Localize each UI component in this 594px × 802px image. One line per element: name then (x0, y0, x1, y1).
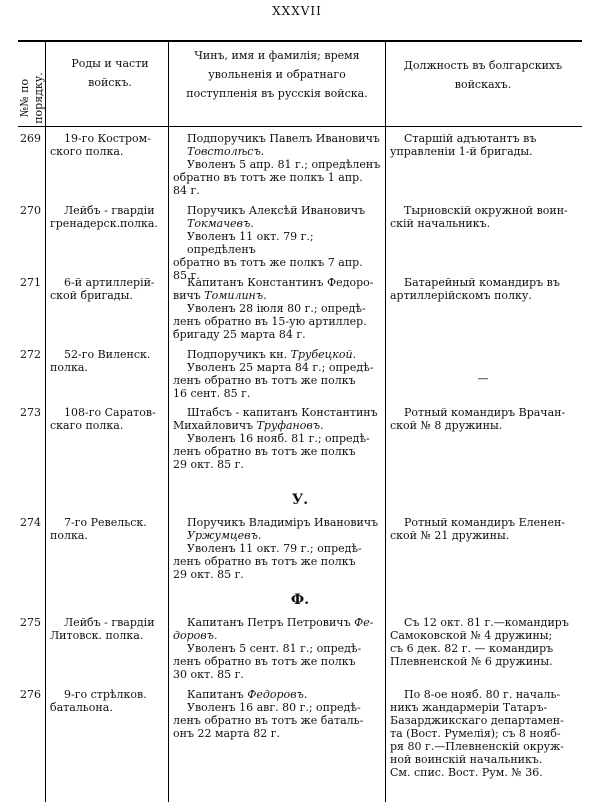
row-number: 274 (20, 516, 41, 529)
header-post: Должность въ болгарскихъ войскахъ. (403, 59, 563, 91)
row-name: Поручикъ Владиміръ Ивановичъ Уржумцевъ. Уволенъ 11 окт. 79 г.; опредѣ- ленъ обратно въ тотъ же полкъ 29 окт. 85 г. (173, 516, 379, 581)
officers-table (18, 40, 582, 802)
row-post: — (477, 372, 489, 385)
row-name: Капитанъ Петръ Петровичъ Фе- доровъ. Уволенъ 5 сент. 81 г.; опредѣ- ленъ обратно въ тотъ же полкъ 30 окт. 85 г. (173, 616, 374, 681)
row-unit: 7-го Ревельск. полка. (50, 516, 147, 542)
row-name: Подпоручикъ кн. Трубецкой. Уволенъ 25 марта 84 г.; опредѣ- ленъ обратно въ тотъ же полкъ 16 сент. 85 г. (173, 348, 374, 400)
row-number: 273 (20, 406, 41, 419)
row-unit: 6-й артиллерій- ской бригады. (50, 276, 155, 302)
row-post: По 8-ое нояб. 80 г. началь- никъ жандармеріи Татаръ- Базарджикскаго департамен- та (Вост. Румелія); съ 8 нояб- ря 80 г.—Плевненскій окруж- ной воинскій начальникъ. См. спис. Вост. Рум. № 36. (390, 688, 564, 779)
row-surname: Труфановъ. (256, 419, 324, 432)
row-number: 272 (20, 348, 41, 361)
row-name: Капитанъ Константинъ Федоро- вичъ Томилинъ. Уволенъ 28 іюля 80 г.; опредѣ- ленъ обратно въ 15-ую артиллер. бригаду 25 марта 84 г. (173, 276, 374, 341)
row-name: Штабсъ - капитанъ Константинъ Михайловичъ Труфановъ. Уволенъ 16 нояб. 81 г.; опредѣ- ленъ обратно въ тотъ же полкъ 29 окт. 85 г. (173, 406, 378, 471)
row-post: Батарейный командиръ въ артиллерійскомъ полку. (390, 276, 560, 302)
row-unit: Лейбъ - гвардіи Литовск. полка. (50, 616, 155, 642)
row-surname: Федоровъ. (247, 688, 308, 701)
header-name: Чинъ, имя и фамилія; время увольненія и обратнаго поступленія въ русскія войска. (186, 49, 368, 100)
header-num: №№ по порядку. (18, 72, 45, 124)
section-letter: Ф. (290, 592, 310, 608)
row-number: 276 (20, 688, 41, 701)
row-surname: Токмачевъ. (187, 217, 254, 230)
row-number: 271 (20, 276, 41, 289)
row-post: Тырновскій окружной воин- скій начальникъ. (390, 204, 568, 230)
row-surname: Уржумцевъ. (187, 529, 262, 542)
row-post: Ротный командиръ Врачан- ской № 8 дружины. (390, 406, 566, 432)
row-name: Капитанъ Федоровъ. Уволенъ 16 авг. 80 г.; опредѣ- ленъ обратно въ тотъ же баталь- онъ 22 марта 82 г. (173, 688, 364, 740)
row-unit: 9-го стрѣлков. батальона. (50, 688, 147, 714)
column-rule (168, 42, 169, 802)
row-name: Поручикъ Алексѣй Ивановичъ Токмачевъ. Уволенъ 11 окт. 79 г.; опредѣленъ обратно въ тотъ же полкъ 7 апр. 85 г. (173, 204, 366, 282)
row-unit: 108-го Саратов- скаго полка. (50, 406, 156, 432)
column-rule (385, 42, 386, 802)
row-post: Съ 12 окт. 81 г.—командиръ Самоковской № 4 дружины; съ 6 дек. 82 г. — командиръ Плевненской № 6 дружины. (390, 616, 569, 668)
row-surname: Трубецкой. (290, 348, 357, 361)
row-unit: Лейбъ - гвардіи гренадерск.полка. (50, 204, 158, 230)
row-surname: Товстолѣсъ. (187, 145, 265, 158)
row-surname-cont: доровъ. (173, 629, 218, 642)
row-unit: 52-го Виленск. полка. (50, 348, 151, 374)
header-rule (18, 126, 582, 127)
row-unit: 19-го Костром- ского полка. (50, 132, 151, 158)
row-name: Подпоручикъ Павелъ Ивановичъ Товстолѣсъ. Уволенъ 5 апр. 81 г.; опредѣленъ обратно въ тотъ же полкъ 1 апр. 84 г. (173, 132, 381, 197)
row-surname: Томилинъ. (204, 289, 267, 302)
section-letter: У. (291, 492, 309, 508)
row-post: Старшій адъютантъ въ управленіи 1-й бригады. (390, 132, 537, 158)
row-post: Ротный командиръ Еленен- ской № 21 дружины. (390, 516, 566, 542)
row-number: 270 (20, 204, 41, 217)
row-number: 269 (20, 132, 41, 145)
page-number: XXXVII (272, 4, 322, 18)
header-unit: Роды и части войскъ. (71, 57, 149, 89)
row-surname: Фе- (354, 616, 374, 629)
row-number: 275 (20, 616, 41, 629)
